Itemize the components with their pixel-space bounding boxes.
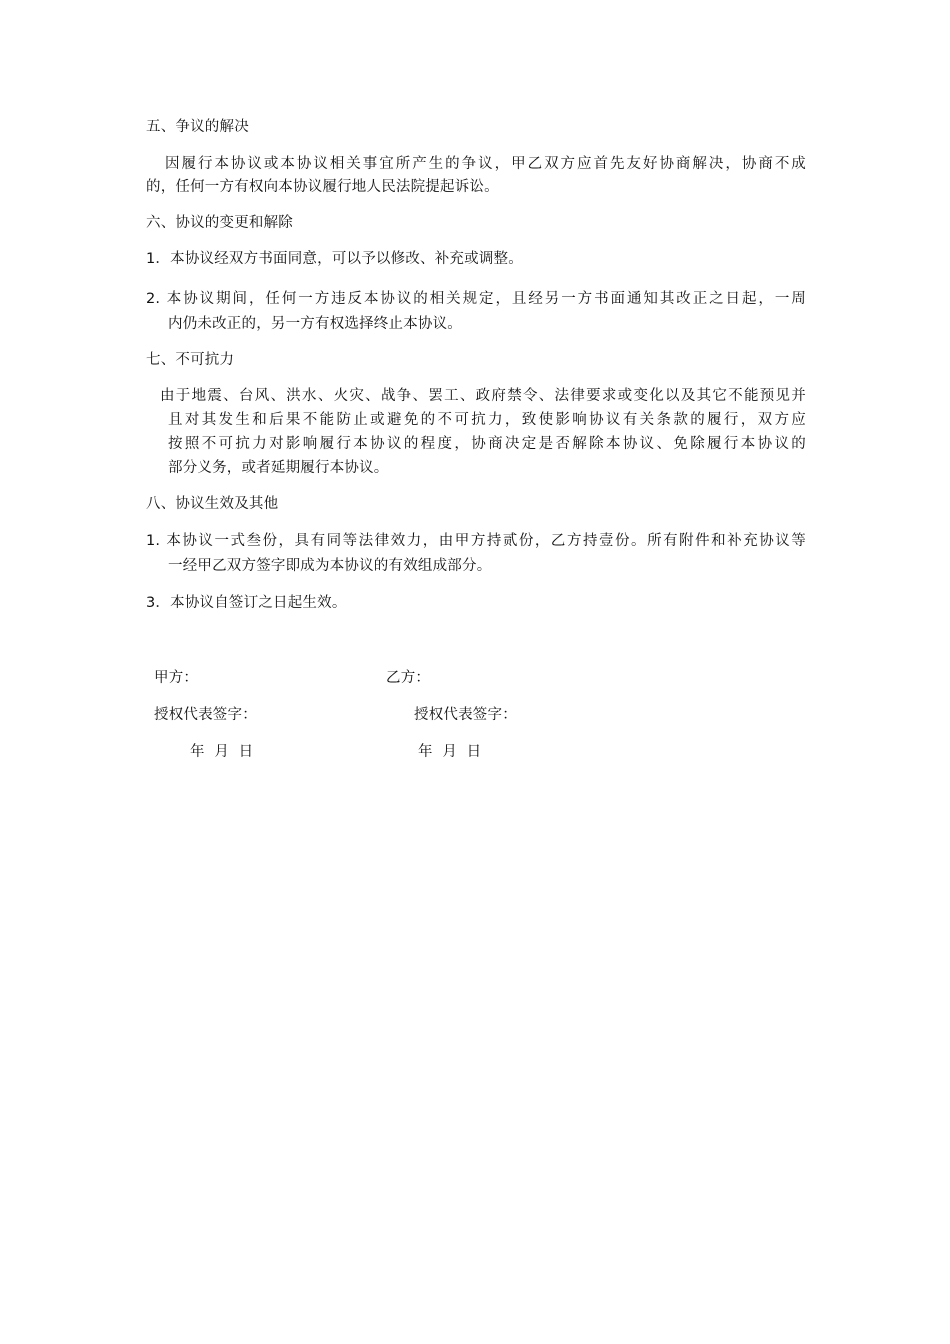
section-6-item-2-line-2: 内仍未改正的，另一方有权选择终止本协议。 <box>168 316 462 332</box>
party-a-representative-signature: 授权代表签字： <box>154 707 257 723</box>
section-7-paragraph-line-4: 部分义务，或者延期履行本协议。 <box>168 460 389 476</box>
section-7-paragraph-line-2: 且对其发生和后果不能防止或避免的不可抗力，致使影响协议有关条款的履行，双方应 <box>168 412 806 428</box>
section-5-paragraph-line-2: 的，任何一方有权向本协议履行地人民法院提起诉讼。 <box>146 179 499 195</box>
section-7-paragraph-line-1: 由于地震、台风、洪水、火灾、战争、罢工、政府禁令、法律要求或变化以及其它不能预见并 <box>160 388 806 404</box>
section-8-heading: 八、协议生效及其他 <box>146 496 279 512</box>
section-8-item-1-line-1: 1. 本协议一式叁份，具有同等法律效力，由甲方持贰份，乙方持壹份。所有附件和补充协议等 <box>146 533 806 549</box>
section-8-item-1-line-2: 一经甲乙双方签字即成为本协议的有效组成部分。 <box>168 558 492 574</box>
section-6-heading: 六、协议的变更和解除 <box>146 215 293 231</box>
party-b-date: 年 月 日 <box>418 744 482 760</box>
section-6-item-2-line-1: 2. 本协议期间，任何一方违反本协议的相关规定，且经另一方书面通知其改正之日起，一周 <box>146 291 806 307</box>
section-5-heading: 五、争议的解决 <box>146 119 249 135</box>
party-b-representative-signature: 授权代表签字： <box>414 707 517 723</box>
party-a-date: 年 月 日 <box>190 744 254 760</box>
party-b-label: 乙方： <box>386 670 431 686</box>
section-8-item-3: 3．本协议自签订之日起生效。 <box>146 595 347 611</box>
section-6-item-1: 1．本协议经双方书面同意，可以予以修改、补充或调整。 <box>146 251 523 267</box>
section-5-paragraph-line-1: 因履行本协议或本协议相关事宜所产生的争议，甲乙双方应首先友好协商解决，协商不成 <box>165 156 806 172</box>
section-7-heading: 七、不可抗力 <box>146 352 235 368</box>
section-7-paragraph-line-3: 按照不可抗力对影响履行本协议的程度，协商决定是否解除本协议、免除履行本协议的 <box>168 436 806 452</box>
party-a-label: 甲方： <box>154 670 199 686</box>
